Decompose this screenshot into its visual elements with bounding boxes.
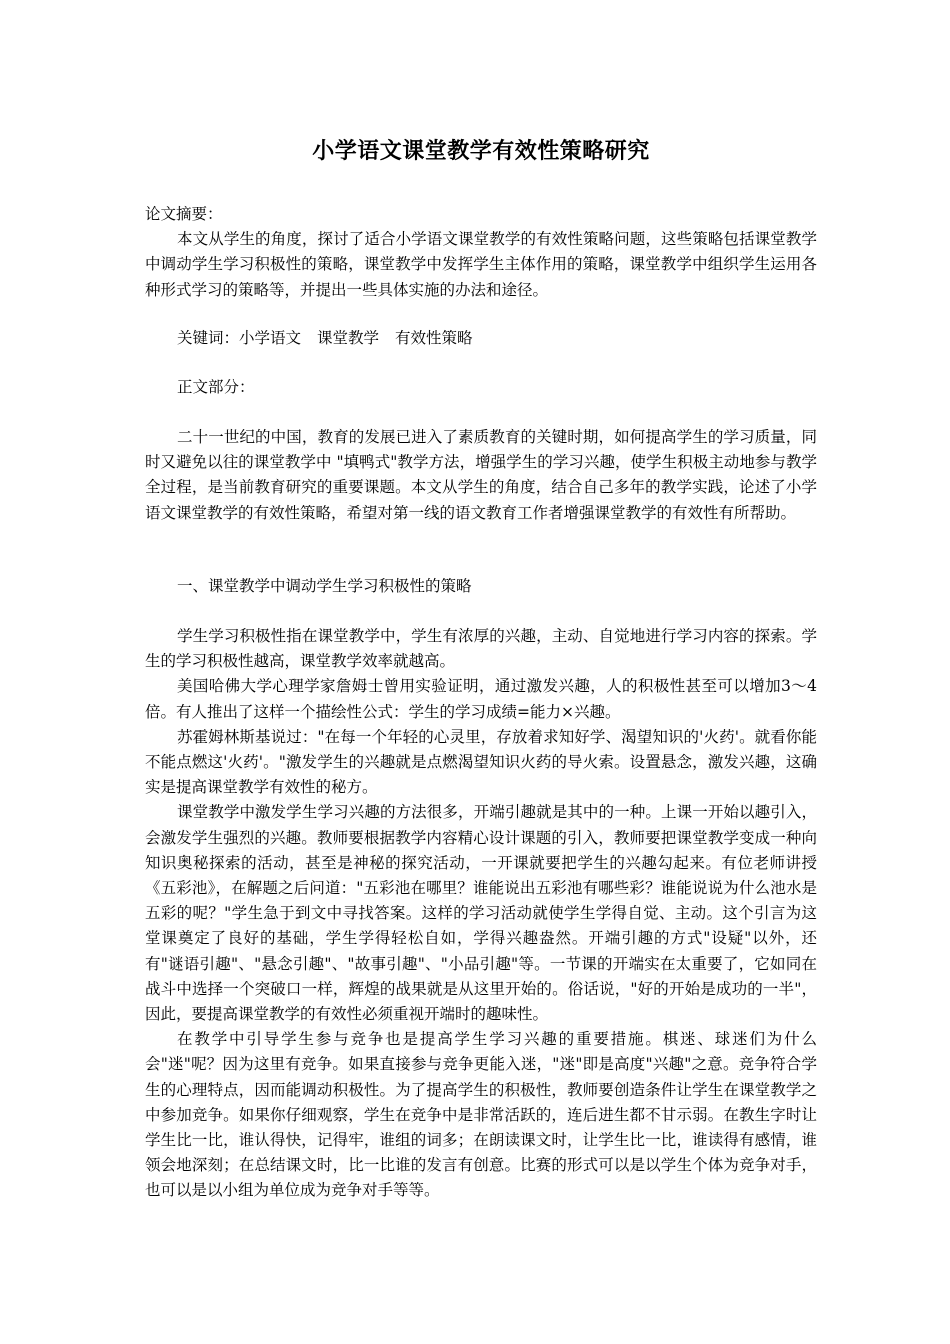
abstract-label: 论文摘要： xyxy=(145,205,223,223)
keyword-item: 小学语文 xyxy=(239,329,302,347)
body-paragraph: 苏霍姆林斯基说过："在每一个年轻的心灵里，存放着求知好学、渴望知识的'火药'。就看你能不能点燃这'火药'。"激发学生的兴趣就是点燃渴望知识火药的导火索。设置悬念，激发兴趣，这确实是提高课堂教学有效性的秘方。 xyxy=(145,727,817,797)
body-paragraph: 在教学中引导学生参与竞争也是提高学生学习兴趣的重要措施。棋迷、球迷们为什么会"迷"呢？因为这里有竞争。如果直接参与竞争更能入迷，"迷"即是高度"兴趣"之意。竞争符合学生的心理特点，因而能调动积极性。为了提高学生的积极性，教师要创造条件让学生在课堂教学之中参加竞争。如果你仔细观察，学生在竞争中是非常活跃的，连后进生都不甘示弱。在教生字时让学生比一比，谁认得快，记得牢，谁组的词多；在朗读课文时，让学生比一比，谁读得有感情，谁领会地深刻；在总结课文时，比一比谁的发言有创意。比赛的形式可以是以学生个体为竞争对手，也可以是以小组为单位成为竞争对手等等。 xyxy=(145,1030,817,1200)
body-paragraph: 美国哈佛大学心理学家詹姆士曾用实验证明，通过激发兴趣，人的积极性甚至可以增加3～4倍。有人推出了这样一个描绘性公式：学生的学习成绩=能力×兴趣。 xyxy=(145,677,817,721)
keywords-line xyxy=(145,326,817,351)
abstract-section xyxy=(145,202,817,303)
body-paragraph: 学生学习积极性指在课堂教学中，学生有浓厚的兴趣，主动、自觉地进行学习内容的探索。学生的学习积极性越高，课堂教学效率就越高。 xyxy=(145,627,817,671)
keyword-item: 课堂教学 xyxy=(317,329,380,347)
intro-paragraph: 二十一世纪的中国，教育的发展已进入了素质教育的关键时期，如何提高学生的学习质量，同时又避免以往的课堂教学中 "填鸭式"教学方法，增强学生的学习兴趣，使学生积极主动地参与教学全过程，是当前教育研究的重要课题。本文从学生的角度，结合自己多年的教学实践，论述了小学语文课堂教学的有效性策略，希望对第一线的语文教育工作者增强课堂教学的有效性有所帮助。 xyxy=(145,428,817,522)
section1-heading-line xyxy=(145,574,817,599)
section-heading: 一、课堂教学中调动学生学习积极性的策略 xyxy=(177,577,472,595)
body-label: 正文部分： xyxy=(177,378,255,396)
keyword-item: 有效性策略 xyxy=(395,329,473,347)
abstract-text: 本文从学生的角度，探讨了适合小学语文课堂教学的有效性策略问题，这些策略包括课堂教学中调动学生学习积极性的策略，课堂教学中发挥学生主体作用的策略，课堂教学中组织学生运用各种形式学习的策略等，并提出一些具体实施的办法和途径。 xyxy=(145,230,817,299)
intro-section xyxy=(145,425,817,526)
body-label-line xyxy=(145,375,817,400)
document-title: 小学语文课堂教学有效性策略研究 xyxy=(312,138,650,164)
section1-body xyxy=(145,624,817,1204)
body-paragraph: 课堂教学中激发学生学习兴趣的方法很多，开端引趣就是其中的一种。上课一开始以趣引入，会激发学生强烈的兴趣。教师要根据教学内容精心设计课题的引入，教师要把课堂教学变成一种向知识奥秘探索的活动，甚至是神秘的探究活动，一开课就要把学生的兴趣勾起来。有位老师讲授《五彩池》，在解题之后问道："五彩池在哪里？谁能说出五彩池有哪些彩？谁能说说为什么池水是五彩的呢？"学生急于到文中寻找答案。这样的学习活动就使学生学得自觉、主动。这个引言为这堂课奠定了良好的基础，学生学得轻松自如，学得兴趣盎然。开端引趣的方式"设疑"以外，还有"谜语引趣"、"悬念引趣"、"故事引趣"、"小品引趣"等。一节课的开端实在太重要了，它如同在战斗中选择一个突破口一样，辉煌的战果就是从这里开始的。俗话说，"好的开始是成功的一半"，因此，要提高课堂教学的有效性必须重视开端时的趣味性。 xyxy=(145,803,817,1024)
keywords-label: 关键词： xyxy=(177,329,240,347)
